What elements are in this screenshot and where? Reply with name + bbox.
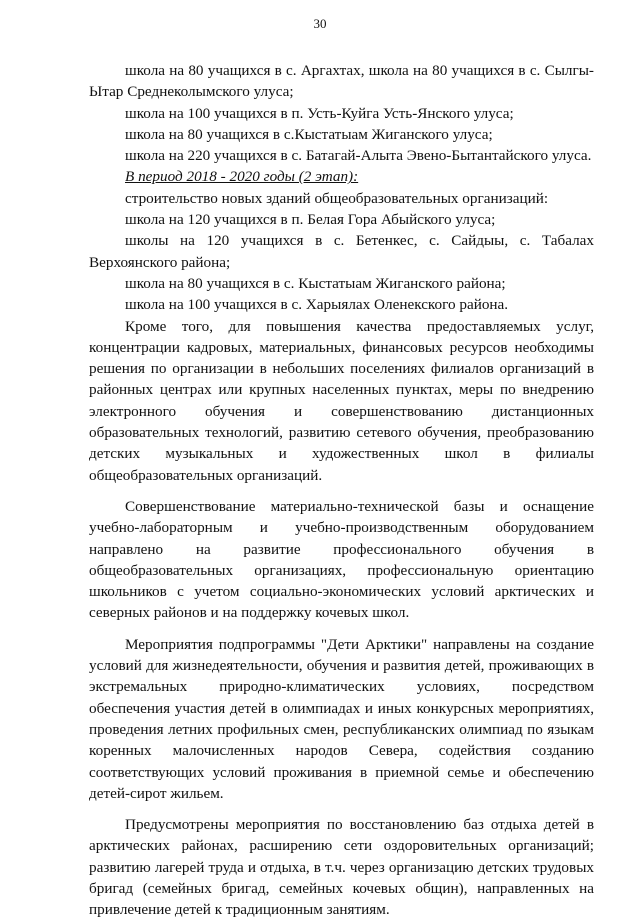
paragraph-material-base: Совершенствование материально-технической базы и оснащение учебно-лабораторным и учебно-производственным оборудованием направлено на развитие профессионального обучения в общеобразовательных организациях, профессиональную ориентацию школьников с учетом социально-экономических условий арктических и северных районов и на поддержку кочевых школ.: [89, 497, 594, 622]
list-item-school-belaya-gora: школа на 120 учащихся в п. Белая Гора Абыйского улуса;: [125, 211, 496, 229]
paragraph-arctic-children: Мероприятия подпрограммы "Дети Арктики" направлены на создание условий для жизнедеятельности, обучения и развития детей, проживающих в экстремальных природно-климатических условиях, посредством обеспечения участия детей в олимпиадах и иных конкурсных мероприятиях, проведения летних профильных смен, республиканских олимпиад по языкам коренных малочисленных народов Севера, содействия созданию соответствующих условий проживания в приемной семье и обеспечению детей-сирот жильем.: [89, 635, 594, 802]
list-item-school-kystatyam-2: школа на 80 учащихся в с. Кыстатыам Жиганского района;: [125, 274, 506, 292]
paragraph-recreation: Предусмотрены мероприятия по восстановлению баз отдыха детей в арктических районах, расширению сети оздоровительных организаций; развитию лагерей труда и отдыха, в т.ч. через организацию детских трудовых бригад (семейных бригад, семейных кочевых общин), направленных на привлечение детей к традиционным занятиям.: [89, 816, 594, 919]
list-item-schools-verkhoyansk: школы на 120 учащихся в с. Бетенкес, с. Сайдыы, с. Табалах Верхоянского района;: [89, 232, 594, 271]
list-item-school-kharyyalakh: школа на 100 учащихся в с. Харыялах Оленекского района.: [125, 296, 509, 314]
stage-2-heading: В период 2018 - 2020 годы (2 этап):: [125, 168, 359, 186]
list-item-school-kystatyam: школа на 80 учащихся в с.Кыстатыам Жиганского улуса;: [125, 125, 493, 143]
document-body: [89, 60, 594, 921]
list-item-school-ust-kuyga: школа на 100 учащихся в п. Усть-Куйга Усть-Янского улуса;: [125, 104, 514, 122]
construction-intro: строительство новых зданий общеобразовательных организаций:: [125, 189, 549, 207]
list-item-school-batagay-alyta: школа на 220 учащихся в с. Батагай-Алыта Эвено-Бытантайского улуса.: [125, 147, 592, 165]
page-number: 30: [313, 16, 327, 31]
list-item-school-argakhtakh: школа на 80 учащихся в с. Аргахтах, школа на 80 учащихся в с. Сылгы-Ытар Среднеколымского улуса;: [89, 62, 594, 101]
paragraph-quality-improvement: Кроме того, для повышения качества предоставляемых услуг, концентрации кадровых, материальных, финансовых ресурсов необходимы решения по организации в небольших поселениях филиалов организаций в районных центрах или крупных населенных пунктах, меры по внедрению электронного обучения и совершенствованию дистанционных образовательных технологий, развитию сетевого обучения, преобразованию детских музыкальных и художественных школ в филиалы общеобразовательных организаций.: [89, 317, 594, 484]
